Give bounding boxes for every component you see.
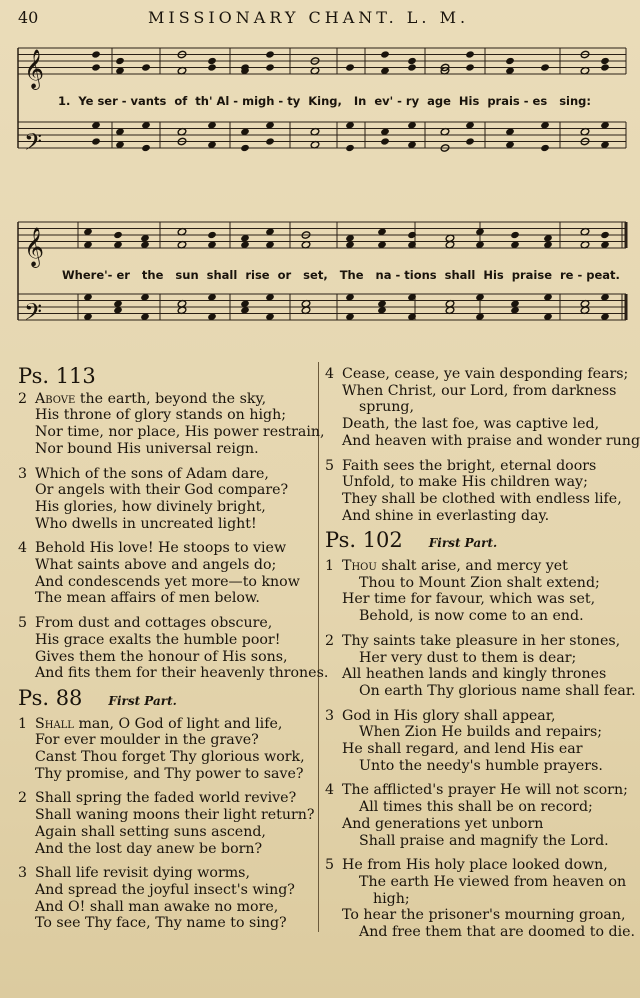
verse-line: When Zion He builds and repairs;	[359, 724, 603, 741]
note-head	[600, 57, 610, 65]
verse-text: Behold His love! He stoops to view	[35, 540, 287, 557]
verse-line: And free them that are doomed to die.	[359, 924, 636, 941]
verse-text: From dust and cottages obscure,	[35, 615, 273, 632]
note-head	[115, 57, 125, 65]
verse-line: Behold, is now come to an end.	[359, 608, 584, 625]
verse-line	[325, 857, 625, 874]
verse-line: All heathen lands and kingly thrones	[342, 666, 607, 683]
note-head	[207, 57, 217, 65]
verse-line	[325, 633, 625, 650]
verse-line	[325, 708, 625, 725]
verse-line: Again shall setting suns ascend,	[35, 823, 266, 840]
verse-line: Nor time, nor place, His power restrain,	[35, 424, 325, 441]
treble-clef-icon: 𝄞	[24, 227, 45, 267]
verse-line: Her time for favour, which was set,	[342, 591, 596, 608]
lyrics-line-2: Where'- er the sun shall rise or set, The na - tions shall His praise re - peat.	[62, 268, 620, 282]
verse-line: To see Thy face, Thy name to sing?	[35, 915, 287, 932]
note-head	[407, 57, 417, 65]
verse	[18, 716, 316, 783]
verse	[325, 632, 636, 700]
verse-number: 5	[325, 457, 335, 474]
verse-line	[325, 558, 625, 575]
verse-line: And spread the joyful insect's wing?	[35, 881, 295, 898]
verse	[325, 366, 640, 450]
verse-line	[18, 716, 316, 733]
note-head	[113, 231, 123, 239]
verse-first-word: Thou	[342, 558, 377, 575]
verse-line: Shall praise and magnify the Lord.	[359, 832, 609, 849]
note-head	[465, 137, 475, 145]
verse	[18, 615, 329, 682]
verse-line	[18, 391, 316, 408]
verse-number: 2	[18, 390, 28, 407]
verse-line: To hear the prisoner's mourning groan,	[342, 907, 626, 924]
verse-number: 4	[325, 782, 335, 799]
verse-text: Which of the sons of Adam dare,	[35, 465, 269, 482]
verse-line: And fits them for their heavenly thrones.	[35, 665, 329, 682]
verse-line: The earth He viewed from heaven on	[359, 873, 627, 890]
note-head	[240, 144, 250, 152]
verse-line	[18, 790, 316, 807]
verse-text: shalt arise, and mercy yet	[381, 558, 568, 575]
verse	[325, 458, 625, 525]
verse-number: 5	[18, 615, 28, 632]
note-head	[207, 231, 217, 239]
psalm-part: First Part.	[108, 693, 177, 708]
music-score	[0, 0, 640, 350]
note-head	[540, 63, 550, 71]
verse-text: Cease, cease, ye vain desponding fears;	[342, 366, 629, 382]
verse-number: 2	[325, 632, 335, 649]
verse	[18, 466, 316, 533]
verse-line: For ever moulder in the grave?	[35, 732, 259, 749]
verse-text: God in His glory shall appear,	[342, 707, 556, 724]
verse	[18, 390, 325, 458]
verse-line: He shall regard, and lend His ear	[342, 741, 583, 758]
verse-line	[18, 865, 316, 882]
verse-line	[325, 366, 629, 383]
note-head	[510, 231, 520, 239]
note-head	[465, 63, 475, 71]
verse-number: 5	[325, 857, 335, 874]
psalm-title: Ps. 102	[325, 528, 403, 553]
note-head	[141, 63, 151, 71]
note-head	[540, 144, 550, 152]
verse	[18, 790, 316, 857]
page-number: 40	[18, 8, 39, 27]
verse-line	[18, 615, 316, 632]
verse-text: Thy saints take pleasure in her stones,	[342, 632, 621, 649]
note-head	[407, 63, 417, 71]
note-head	[141, 144, 151, 152]
verse	[325, 857, 636, 941]
note-head	[91, 63, 101, 71]
column-divider	[318, 362, 319, 932]
right-column	[325, 366, 640, 949]
treble-clef-icon: 𝄞	[24, 49, 45, 89]
verse-number: 3	[18, 465, 28, 482]
note-head	[600, 231, 610, 239]
note-head	[505, 57, 515, 65]
verse	[325, 558, 625, 625]
verse-first-word: Above	[35, 390, 76, 407]
verse-line: On earth Thy glorious name shall fear.	[359, 682, 636, 699]
verse-line: Thou to Mount Zion shalt extend;	[359, 574, 600, 591]
verse-line: Nor bound His universal reign.	[35, 440, 259, 457]
verse	[18, 865, 316, 932]
verse-line: Who dwells in uncreated light!	[35, 515, 257, 532]
verse-line: And shine in everlasting day.	[342, 507, 550, 524]
verse-line	[18, 540, 316, 557]
verse-line: What saints above and angels do;	[35, 557, 277, 574]
verse-line: The mean affairs of men below.	[35, 590, 260, 607]
verse-line: Death, the last foe, was captive led,	[342, 416, 600, 433]
verse-line: sprung,	[359, 399, 415, 416]
note-head	[380, 137, 390, 145]
verse-number: 1	[325, 558, 335, 575]
left-column	[18, 360, 329, 940]
note-head	[465, 50, 475, 58]
verse-line: His grace exalts the humble poor!	[35, 631, 281, 648]
verse-number: 1	[18, 715, 28, 732]
note-head	[345, 63, 355, 71]
verse-line: Gives them the honour of His sons,	[35, 648, 288, 665]
verse-line: Unto the needy's humble prayers.	[359, 757, 603, 774]
note-head	[600, 63, 610, 71]
verse-text: Shall spring the faded world revive?	[35, 790, 297, 807]
verse-number: 4	[325, 366, 335, 382]
verse-number: 2	[18, 790, 28, 807]
verse-line: All times this shall be on record;	[359, 799, 593, 816]
verse-text: Faith sees the bright, eternal doors	[342, 457, 597, 474]
note-head	[91, 50, 101, 58]
verse-line: Thy promise, and Thy power to save?	[35, 765, 304, 782]
verse-line	[325, 782, 628, 799]
verse-text: man, O God of light and life,	[78, 715, 283, 732]
note-head	[265, 63, 275, 71]
verse-line	[325, 458, 625, 475]
verse-line: And the lost day anew be born?	[35, 840, 263, 857]
verse-line: Canst Thou forget Thy glorious work,	[35, 749, 305, 766]
verse-line: When Christ, our Lord, from darkness	[342, 382, 617, 399]
verse-first-word: Shall	[35, 715, 74, 732]
note-head	[345, 144, 355, 152]
note-head	[265, 50, 275, 58]
clefs	[24, 49, 44, 331]
verse-line	[18, 466, 316, 483]
page-title: MISSIONARY CHANT. L. M.	[148, 8, 470, 27]
verse-text: Shall life revisit dying worms,	[35, 865, 250, 882]
verse-line: His throne of glory stands on high;	[35, 407, 286, 424]
verse-number: 3	[325, 707, 335, 724]
verse-line: And generations yet unborn	[342, 815, 544, 832]
verse-text: the earth, beyond the sky,	[79, 390, 267, 407]
verse-text: He from His holy place looked down,	[342, 857, 608, 874]
note-head	[91, 137, 101, 145]
verse-number: 4	[18, 540, 28, 557]
psalm-heading	[325, 528, 625, 553]
verse-line: Shall waning moons their light return?	[35, 807, 315, 824]
psalm-heading	[18, 364, 316, 388]
verse-line: And O! shall man awake no more,	[35, 898, 279, 915]
note-head	[207, 63, 217, 71]
note-head	[265, 137, 275, 145]
verse-number: 3	[18, 865, 28, 882]
verse	[325, 708, 625, 775]
verse	[18, 540, 316, 607]
psalm-title: Ps. 113	[18, 364, 96, 388]
verse-line: His glories, how divinely bright,	[35, 498, 266, 515]
psalm-title: Ps. 88	[18, 685, 83, 710]
verse-line: Her very dust to them is dear;	[359, 649, 577, 666]
lyrics-line-1: 1. Ye ser - vants of th' Al - migh - ty King, In ev' - ry age His prais - es sing:	[58, 94, 592, 108]
verse-line: They shall be clothed with endless life,	[342, 490, 622, 507]
psalm-heading	[18, 685, 316, 710]
bass-clef-icon: 𝄢	[24, 298, 43, 331]
verse-line: Or angels with their God compare?	[35, 482, 289, 499]
verse-line: And condescends yet more—to know	[35, 573, 300, 590]
note-head	[380, 50, 390, 58]
verse-text: The afflicted's prayer He will not scorn;	[342, 782, 628, 799]
verse	[325, 782, 628, 849]
verse-line: high;	[373, 890, 410, 907]
psalm-part: First Part.	[428, 536, 498, 551]
bass-clef-icon: 𝄢	[24, 128, 43, 161]
verse-line: Unfold, to make His children way;	[342, 474, 588, 491]
verse-line: And heaven with praise and wonder rung	[342, 432, 640, 449]
